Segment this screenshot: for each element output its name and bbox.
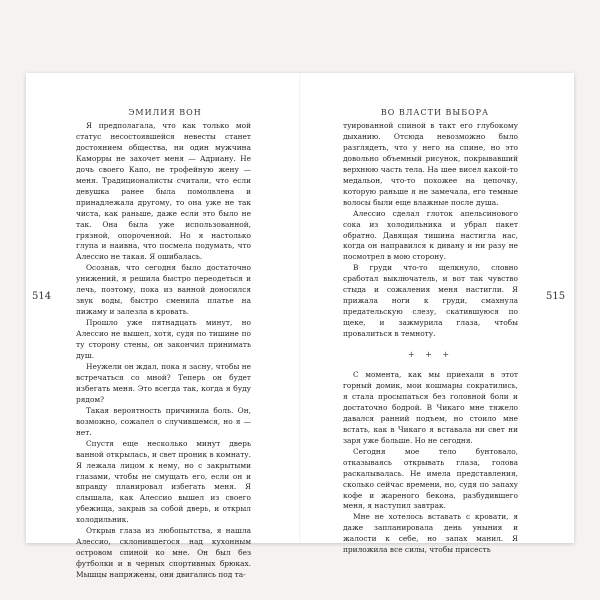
left-page-number: 514: [32, 291, 52, 302]
paragraph: Неужели он ждал, пока я засну, чтобы не встречаться со мной? Теперь он будет избегать меня. Это всегда так, когда я буду рядом?: [76, 361, 251, 404]
left-page-body: [76, 121, 251, 580]
paragraph: Алессио сделал глоток апельсинового сока из холодильника и убрал пакет обратно. Давящая тишина настигла нас, когда он направился к дивану и ни разу не посмотрел в мою сторону.: [343, 208, 518, 262]
left-page-header: ЭМИЛИЯ ВОН: [128, 108, 202, 117]
paragraph: Открыв глаза из любопытства, я нашла Алессио, склонившегося над кухонным островом спиной ко мне. Он был без футболки и в черных спортивных брюках. Мышцы напряжены, они двигались под та-: [76, 526, 251, 580]
paragraph: туированной спиной в такт его глубокому дыханию. Отсюда невозможно было разглядеть, что у него на спине, но это довольно объемный рисунок, покрывавший верхнюю часть тела. На шее висел какой-то медальон, что-то похожее на цепочку, которую раньше я не замечала, его темные волосы были еще влажные после душа.: [343, 121, 518, 207]
paragraph: Осознав, что сегодня было достаточно унижений, я решила быстро переодеться и лечь, поэтому, пока из ванной доносился звук воды, быстро сменила платье на пижаму и залезла в кровать.: [76, 263, 251, 317]
right-page-body: [343, 121, 518, 555]
paragraph: Мне не хотелось вставать с кровати, я даже запланировала день уныния и жалости к себе, но запах манил. Я приложила все силы, чтобы присесть: [343, 512, 518, 555]
section-break: + + +: [407, 350, 454, 360]
paragraph: В груди что-то щелкнуло, словно сработал выключатель, и вот так чувство стыда и сожаления меня настигли. Я прижала ноги к груди, смахнула предательскую слезу, скатившуюся по щеке, и зажмурила глаза, чтобы провалиться в темноту.: [343, 263, 518, 339]
right-page-number: 515: [546, 291, 566, 302]
right-page-header: ВО ВЛАСТИ ВЫБОРА: [380, 108, 490, 117]
paragraph: Сегодня мое тело бунтовало, отказываясь открывать глаза, голова раскалывалась. Не имела представления, сколько сейчас времени, но, судя по запаху кофе и жареного бекона, разбудившего меня, я наступил завтрак.: [343, 446, 518, 511]
paragraph: Спустя еще несколько минут дверь ванной открылась, и свет проник в комнату. Я лежала лицом к нему, но с закрытыми глазами, чтобы не смущать его, если он и вправду планировал избегать меня. Я слышала, как Алессио вышел из своего убежища, закрыв за собой дверь, и открыл холодильник.: [76, 438, 251, 525]
paragraph: Я предполагала, что как только мой статус несостоявшейся невесты станет достоянием общества, ни один мужчина Каморры не захочет меня — Адриану. Не дочь своего Капо, не трофейную жену — меня. Традиционалисты считали, что если девушка ранее была помолвлена и принадлежала другому, то она уже не так чиста, как раньше, даже если это было не так. Она была уже использованной, грязной, опороченной. Но я настолько глупа и наивна, что посмела подумать, что Алессио не такая. Я ошибалась.: [76, 121, 251, 262]
paragraph: Такая вероятность причинила боль. Он, возможно, сожалел о случившемся, но я — нет.: [76, 405, 251, 437]
book-gutter: [299, 73, 301, 543]
paragraph: С момента, как мы приехали в этот горный домик, мои кошмары сократились, я стала просыпаться без головной боли и достаточно бодрой. В Чикаго мне тяжело давался ранний подъем, но стоило мне встать, как в Чикаго я вставала ни свет ни заря уже больше. Но не сегодня.: [343, 370, 518, 445]
paragraph: Прошло уже пятнадцать минут, но Алессио не вышел, хотя, судя по тишине по ту сторону стены, он закончил принимать душ.: [76, 318, 251, 361]
